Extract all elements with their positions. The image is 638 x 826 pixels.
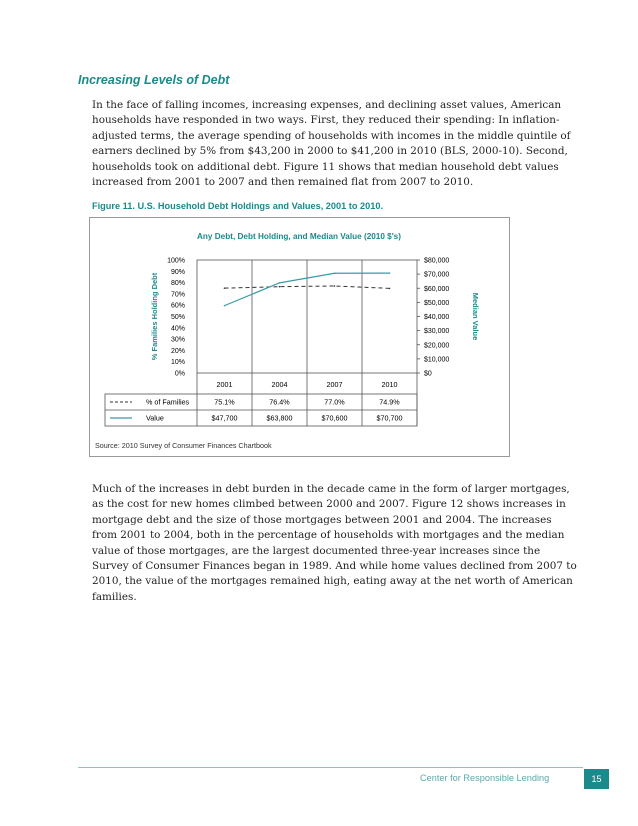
point-value [224,305,226,307]
point-value [334,272,336,274]
x-category-label: 2007 [326,380,343,389]
figure-11 [89,217,510,457]
y-axis-right-label: Median Value [471,292,480,341]
right-tick-label: $60,000 [424,285,450,293]
point-families [279,286,281,288]
page-number: 15 [584,769,609,789]
left-tick-label: 30% [170,336,185,344]
table-cell-families: 75.1% [214,397,235,407]
footer-divider [78,767,583,768]
x-category-label: 2001 [216,380,233,389]
table-cell-families: 77.0% [324,397,345,407]
figure-title: Figure 11. U.S. Household Debt Holdings and Values, 2001 to 2010. [92,201,384,211]
right-tick-label: $0 [424,370,432,378]
left-tick-label: 90% [170,268,185,276]
left-tick-label: 70% [170,291,185,299]
right-tick-label: $80,000 [424,257,450,265]
left-tick-label: 80% [170,280,185,288]
table-cell-families: 74.9% [379,397,400,407]
point-value [389,272,391,274]
section-heading: Increasing Levels of Debt [78,73,230,87]
right-tick-label: $30,000 [424,328,450,336]
left-tick-label: 50% [170,314,185,321]
chart-title: Any Debt, Debt Holding, and Median Value (2010 $'s) [197,232,401,241]
footer-organization: Center for Responsible Lending [420,773,550,783]
point-families [334,285,336,287]
debt-chart [90,218,509,456]
table-cell-families: 76.4% [269,397,290,407]
point-families [389,288,391,290]
left-tick-label: 40% [170,325,185,333]
legend-label-value: Value [146,413,164,423]
legend-label-families: % of Families [146,397,190,407]
right-tick-label: $10,000 [424,356,450,364]
intro-paragraph: In the face of falling incomes, increasing expenses, and declining asset values, American households have responded in two ways. First, they reduced their spending: In inflation-adjusted terms, the average spending of households with incomes in the middle quintile of earners declined by 5% from $43,200 in 2000 to $41,200 in 2010 (BLS, 2000-10). Second, households took on additional debt. Figure 11 shows that median household debt values increased from 2001 to 2007 and then remained flat from 2007 to 2010. [92,99,571,189]
left-tick-label: 10% [170,359,185,367]
point-value [279,282,281,284]
left-tick-label: 0% [174,370,185,378]
left-tick-label: 20% [170,347,185,355]
table-cell-value: $70,600 [321,413,348,423]
table-cell-value: $63,800 [266,413,293,423]
table-cell-value: $70,700 [376,413,403,423]
y-axis-left-label: % Families Holding Debt [150,272,159,361]
left-tick-label: 100% [167,257,185,265]
point-families [224,287,226,289]
left-tick-label: 60% [170,302,185,310]
right-tick-label: $70,000 [424,271,450,279]
table-cell-value: $47,700 [211,413,238,423]
x-category-label: 2010 [381,380,398,389]
right-tick-label: $40,000 [424,314,450,321]
x-category-label: 2004 [271,380,288,389]
figure-source: Source: 2010 Survey of Consumer Finances Chartbook [95,441,272,450]
right-tick-label: $50,000 [424,299,450,307]
right-tick-label: $20,000 [424,342,450,350]
mortgage-paragraph: Much of the increases in debt burden in the decade came in the form of larger mortgages, as the cost for new homes climbed between 2000 and 2007. Figure 12 shows increases in mortgage debt and the size of those mortgages between 2001 and 2004. The increases from 2001 to 2004, both in the percentage of households with mortgages and the median value of those mortgages, are the largest documented three-year increases since the Survey of Consumer Finances began in 1989. And while home values declined from 2007 to 2010, the value of the mortgages remained high, eating away at the net worth of American families. [92,483,577,603]
